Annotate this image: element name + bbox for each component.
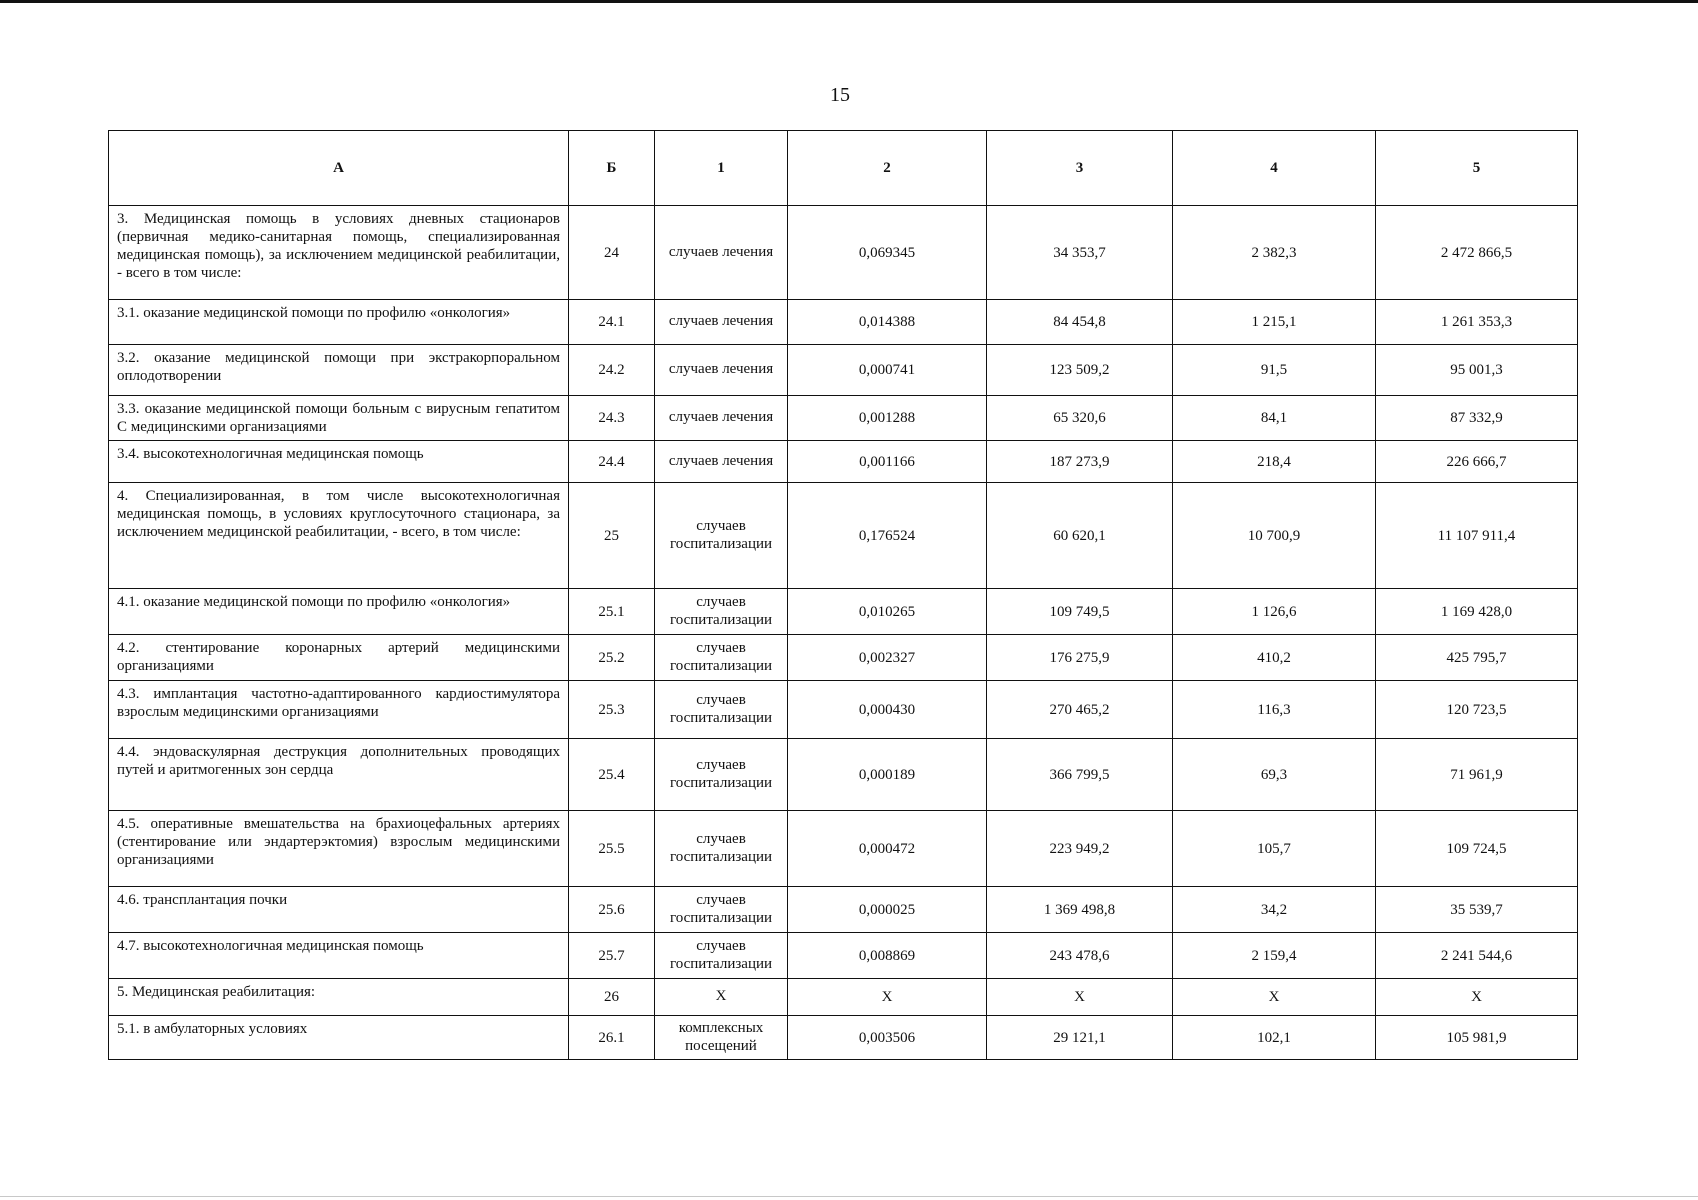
column-header: 4 (1173, 131, 1376, 206)
value-col-5: Х (1376, 979, 1578, 1016)
value-col-5: 425 795,7 (1376, 635, 1578, 681)
row-description: 5.1. в амбулаторных условиях (109, 1016, 569, 1060)
value-col-3: 29 121,1 (987, 1016, 1173, 1060)
value-col-2: 0,000025 (788, 887, 987, 933)
unit-of-measure: комплексных посещений (655, 1016, 788, 1060)
row-code: 25.2 (569, 635, 655, 681)
value-col-4: 218,4 (1173, 441, 1376, 483)
row-description: 4.7. высокотехнологичная медицинская помощь (109, 933, 569, 979)
value-col-2: 0,069345 (788, 206, 987, 300)
page-number: 15 (830, 84, 850, 106)
table-row (109, 483, 1578, 589)
value-col-4: 10 700,9 (1173, 483, 1376, 589)
row-code: 24 (569, 206, 655, 300)
table-row (109, 887, 1578, 933)
value-col-5: 35 539,7 (1376, 887, 1578, 933)
unit-of-measure: случаев госпитализации (655, 483, 788, 589)
row-code: 25.5 (569, 811, 655, 887)
value-col-5: 2 241 544,6 (1376, 933, 1578, 979)
value-col-5: 87 332,9 (1376, 396, 1578, 441)
unit-of-measure: случаев госпитализации (655, 887, 788, 933)
value-col-3: Х (987, 979, 1173, 1016)
value-col-4: 34,2 (1173, 887, 1376, 933)
value-col-4: 116,3 (1173, 681, 1376, 739)
column-header: Б (569, 131, 655, 206)
row-description: 3.4. высокотехнологичная медицинская помощь (109, 441, 569, 483)
data-table (108, 130, 1578, 1060)
table-row (109, 206, 1578, 300)
value-col-4: 69,3 (1173, 739, 1376, 811)
row-code: 25.6 (569, 887, 655, 933)
row-code: 25.3 (569, 681, 655, 739)
value-col-4: 1 126,6 (1173, 589, 1376, 635)
unit-of-measure: случаев лечения (655, 300, 788, 345)
table-row (109, 589, 1578, 635)
value-col-2: 0,000472 (788, 811, 987, 887)
value-col-2: 0,001166 (788, 441, 987, 483)
value-col-5: 11 107 911,4 (1376, 483, 1578, 589)
table-row (109, 979, 1578, 1016)
row-description: 5. Медицинская реабилитация: (109, 979, 569, 1016)
column-header: 5 (1376, 131, 1578, 206)
value-col-3: 243 478,6 (987, 933, 1173, 979)
row-description: 3. Медицинская помощь в условиях дневных стационаров (первичная медико-санитарная помощь, специализированная медицинская помощь), за исключением медицинской реабилитации, - всего в том числе: (109, 206, 569, 300)
row-description: 3.1. оказание медицинской помощи по профилю «онкология» (109, 300, 569, 345)
value-col-3: 60 620,1 (987, 483, 1173, 589)
unit-of-measure: случаев госпитализации (655, 933, 788, 979)
row-code: 26.1 (569, 1016, 655, 1060)
row-code: 25.7 (569, 933, 655, 979)
table-row (109, 739, 1578, 811)
row-description: 4. Специализированная, в том числе высокотехнологичная медицинская помощь, в условиях круглосуточного стационара, за исключением медицинской реабилитации, - всего, в том числе: (109, 483, 569, 589)
value-col-5: 2 472 866,5 (1376, 206, 1578, 300)
unit-of-measure: случаев госпитализации (655, 589, 788, 635)
row-description: 3.3. оказание медицинской помощи больным с вирусным гепатитом С медицинскими организациями (109, 396, 569, 441)
value-col-4: 105,7 (1173, 811, 1376, 887)
row-description: 4.2. стентирование коронарных артерий медицинскими организациями (109, 635, 569, 681)
value-col-2: 0,014388 (788, 300, 987, 345)
row-description: 4.4. эндоваскулярная деструкция дополнительных проводящих путей и аритмогенных зон сердца (109, 739, 569, 811)
value-col-5: 105 981,9 (1376, 1016, 1578, 1060)
table-row (109, 1016, 1578, 1060)
value-col-4: 2 382,3 (1173, 206, 1376, 300)
bottom-scan-line (0, 1196, 1698, 1197)
column-header: А (109, 131, 569, 206)
value-col-3: 176 275,9 (987, 635, 1173, 681)
value-col-4: 84,1 (1173, 396, 1376, 441)
value-col-5: 95 001,3 (1376, 345, 1578, 396)
row-description: 4.3. имплантация частотно-адаптированного кардиостимулятора взрослым медицинскими организациями (109, 681, 569, 739)
value-col-5: 120 723,5 (1376, 681, 1578, 739)
value-col-4: 102,1 (1173, 1016, 1376, 1060)
row-code: 24.3 (569, 396, 655, 441)
row-code: 25.1 (569, 589, 655, 635)
value-col-2: 0,176524 (788, 483, 987, 589)
column-header: 2 (788, 131, 987, 206)
value-col-3: 366 799,5 (987, 739, 1173, 811)
value-col-4: 1 215,1 (1173, 300, 1376, 345)
value-col-3: 34 353,7 (987, 206, 1173, 300)
unit-of-measure: случаев лечения (655, 206, 788, 300)
value-col-2: 0,001288 (788, 396, 987, 441)
value-col-2: 0,003506 (788, 1016, 987, 1060)
table-row (109, 635, 1578, 681)
unit-of-measure: случаев госпитализации (655, 681, 788, 739)
table-row (109, 681, 1578, 739)
row-code: 24.1 (569, 300, 655, 345)
value-col-5: 109 724,5 (1376, 811, 1578, 887)
unit-of-measure: случаев госпитализации (655, 811, 788, 887)
row-description: 3.2. оказание медицинской помощи при экстракорпоральном оплодотворении (109, 345, 569, 396)
row-code: 24.2 (569, 345, 655, 396)
row-code: 25.4 (569, 739, 655, 811)
row-code: 26 (569, 979, 655, 1016)
value-col-4: Х (1173, 979, 1376, 1016)
table-row (109, 933, 1578, 979)
row-description: 4.6. трансплантация почки (109, 887, 569, 933)
value-col-2: Х (788, 979, 987, 1016)
value-col-3: 123 509,2 (987, 345, 1173, 396)
value-col-3: 1 369 498,8 (987, 887, 1173, 933)
value-col-4: 2 159,4 (1173, 933, 1376, 979)
top-border-line (0, 0, 1698, 3)
value-col-2: 0,010265 (788, 589, 987, 635)
table-row (109, 345, 1578, 396)
value-col-2: 0,008869 (788, 933, 987, 979)
value-col-5: 1 169 428,0 (1376, 589, 1578, 635)
table-row (109, 811, 1578, 887)
table-row (109, 396, 1578, 441)
value-col-5: 1 261 353,3 (1376, 300, 1578, 345)
column-header: 1 (655, 131, 788, 206)
table-row (109, 300, 1578, 345)
row-description: 4.1. оказание медицинской помощи по профилю «онкология» (109, 589, 569, 635)
value-col-5: 71 961,9 (1376, 739, 1578, 811)
row-code: 25 (569, 483, 655, 589)
value-col-3: 65 320,6 (987, 396, 1173, 441)
value-col-4: 91,5 (1173, 345, 1376, 396)
column-header: 3 (987, 131, 1173, 206)
table-header-row (109, 131, 1578, 206)
value-col-4: 410,2 (1173, 635, 1376, 681)
value-col-3: 270 465,2 (987, 681, 1173, 739)
value-col-2: 0,000430 (788, 681, 987, 739)
value-col-3: 109 749,5 (987, 589, 1173, 635)
table-row (109, 441, 1578, 483)
value-col-3: 187 273,9 (987, 441, 1173, 483)
unit-of-measure: случаев госпитализации (655, 635, 788, 681)
unit-of-measure: случаев лечения (655, 396, 788, 441)
row-description: 4.5. оперативные вмешательства на брахиоцефальных артериях (стентирование или эндартерэктомия) взрослым медицинскими организациями (109, 811, 569, 887)
unit-of-measure: Х (655, 979, 788, 1016)
unit-of-measure: случаев госпитализации (655, 739, 788, 811)
unit-of-measure: случаев лечения (655, 345, 788, 396)
row-code: 24.4 (569, 441, 655, 483)
value-col-3: 223 949,2 (987, 811, 1173, 887)
unit-of-measure: случаев лечения (655, 441, 788, 483)
value-col-2: 0,000189 (788, 739, 987, 811)
value-col-5: 226 666,7 (1376, 441, 1578, 483)
value-col-2: 0,000741 (788, 345, 987, 396)
value-col-2: 0,002327 (788, 635, 987, 681)
value-col-3: 84 454,8 (987, 300, 1173, 345)
